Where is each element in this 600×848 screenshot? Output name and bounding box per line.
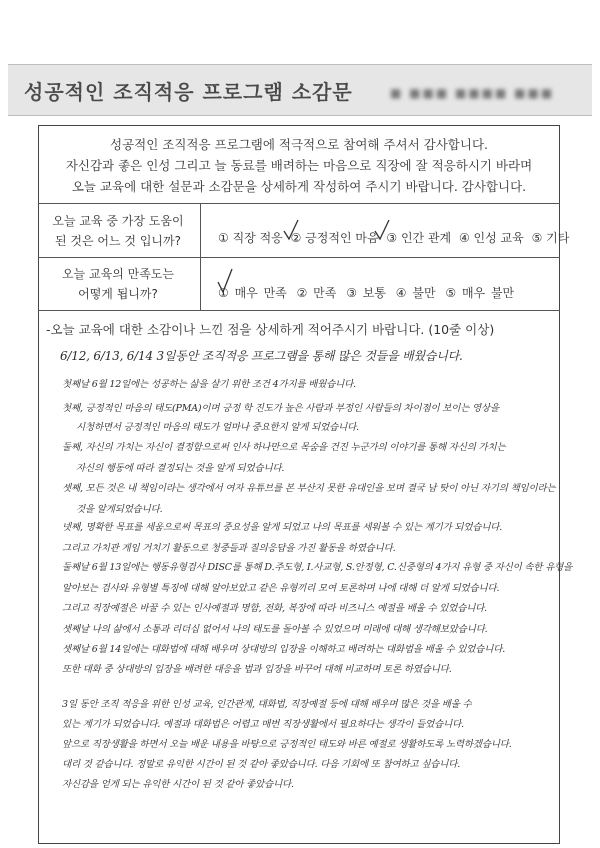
q1-option[interactable]: ⑤ 기타 — [531, 231, 570, 245]
handwritten-line: 또한 대화 중 상대방의 입장을 배려한 대응을 법과 입장을 바꾸어 대해 비교하며 토론 하였습니다. — [62, 664, 452, 675]
essay-instruction: -오늘 교육에 대한 소감이나 느낀 점을 상세하게 적어주시기 바랍니다. (10줄 이상) — [46, 322, 495, 337]
q1-option[interactable]: ④ 인성 교육 — [458, 231, 524, 245]
handwritten-line: 자신의 행동에 따라 결정되는 것을 알게 되었습니다. — [76, 463, 285, 474]
question-1-label — [44, 211, 192, 251]
intro-line: 자신감과 좋은 인성 그리고 늘 동료를 배려하는 마음으로 직장에 잘 적응하시기 바라며 — [65, 158, 533, 173]
intro-line: 성공적인 조직적응 프로그램에 적극적으로 참여해 주셔서 감사합니다. — [110, 137, 488, 152]
q2-option[interactable]: ① 매우 만족 — [218, 286, 287, 300]
handwritten-line: 시청하면서 긍정적인 마음의 태도가 얼마나 중요한지 알게 되었습니다. — [76, 422, 359, 433]
handwritten-line: 첫째, 긍정적인 마음의 태도(PMA)이며 긍정 학 진도가 높은 사람과 부정인 사람들의 차이점이 보이는 영상을 — [62, 403, 499, 414]
column-divider — [200, 203, 201, 310]
handwritten-line: 그리고 가치관 게임 거치기 활동으로 청중들과 질의응답을 가진 활동을 하였습니다. — [62, 543, 396, 554]
checkmark-icon — [216, 268, 234, 294]
intro-line: 오늘 교육에 대한 설문과 소감문을 상세하게 작성하여 주시기 바랍니다. 감사합니다. — [71, 179, 527, 194]
q2-option[interactable]: ④ 불만 — [395, 286, 436, 300]
q2-option[interactable]: ⑤ 매우 불만 — [445, 286, 515, 300]
handwritten-line: 셋째날 6월 14일에는 대화법에 대해 배우며 상대방의 입장을 이해하고 배려하는 대화법을 배울 수 있었습니다. — [62, 644, 506, 655]
document-title: 성공적인 조직적응 프로그램 소감문 — [24, 80, 353, 104]
handwritten-line: 자신감을 얻게 되는 유익한 시간이 된 것 같아 좋았습니다. — [62, 779, 294, 790]
handwritten-line: 첫째날 6월 12일에는 성공하는 삶을 살기 위한 조건 4가지를 배웠습니다. — [62, 379, 356, 390]
handwritten-line: 알아보는 검사와 유형별 특징에 대해 알아보았고 같은 유형끼리 모여 토론하며 나에 대해 더 알게 되었습니다. — [62, 583, 500, 594]
handwritten-line: 셋째, 모든 것은 내 책임이라는 생각에서 여자 유튜브를 본 부산지 못한 유대인을 보며 결국 남 탓이 아닌 자기의 책임이라는 — [62, 483, 556, 494]
question-2-options — [218, 284, 518, 301]
q1-option[interactable]: ① 직장 적응 — [218, 231, 283, 245]
handwritten-line: 그리고 직장예절은 바꿀 수 있는 인사예절과 명함, 전화, 복장에 따라 비즈니스 예절을 배울 수 있었습니다. — [62, 603, 487, 614]
handwritten-line: 셋째날 나의 삶에서 소통과 리더십 없어서 나의 태도를 돌아볼 수 있었으며 미래에 대해 생각해보았습니다. — [62, 624, 488, 635]
handwritten-line: 대리 것 같습니다. 정말로 유익한 시간이 된 것 같아 좋았습니다. 다음 기회에 또 참여하고 싶습니다. — [62, 759, 461, 770]
checkmark-icon — [282, 219, 300, 241]
divider — [38, 310, 560, 311]
intro-text — [38, 134, 560, 197]
handwritten-line: 둘째날 6월 13일에는 행동유형검사 DISC를 통해 D.주도형, I.사교형, S.안정형, C.신중형의 4가지 유형 중 자신이 속한 유형을 — [62, 562, 573, 573]
divider — [38, 203, 560, 204]
question-2-label-line: 오늘 교육의 만족도는 — [62, 267, 174, 281]
q2-option[interactable]: ③ 보통 — [346, 286, 386, 300]
checkmark-icon — [373, 219, 391, 241]
handwritten-date-line: 6/12, 6/13, 6/14 3일동안 조직적응 프로그램을 통해 많은 것들을 배웠습니다. — [60, 349, 463, 363]
question-1-label-line: 오늘 교육 중 가장 도움이 — [52, 214, 184, 228]
handwritten-line: 앞으로 직장생활을 하면서 오늘 배운 내용을 바탕으로 긍정적인 태도와 바른 예절로 생활하도록 노력하겠습니다. — [62, 739, 512, 750]
redacted-name: ■ ■■■ ■■■■ ■■■ — [390, 86, 555, 100]
question-1-label-line: 된 것은 어느 것 입니까? — [55, 234, 181, 248]
handwritten-line: 3일 동안 조직 적응을 위한 인성 교육, 인간관계, 대화법, 직장예절 등에 대해 배우며 많은 것을 배울 수 — [62, 699, 472, 710]
handwritten-line: 있는 계기가 되었습니다. 예절과 대화법은 어렵고 매번 직장생활에서 필요하다는 생각이 들었습니다. — [62, 719, 464, 730]
handwritten-line: 것을 알게되었습니다. — [76, 504, 163, 515]
question-1-options — [218, 229, 573, 246]
handwritten-line: 둘째, 자신의 가치는 자신이 결정함으로써 인사 하나만으로 목숨을 건진 누군가의 이야기를 통해 자신의 가치는 — [62, 442, 506, 453]
question-2-label — [44, 264, 192, 304]
q1-option[interactable]: ② 긍정적인 마음 — [290, 231, 379, 245]
question-2-label-line: 어떻게 됩니까? — [78, 287, 158, 301]
q1-option[interactable]: ③ 인간 관계 — [386, 231, 452, 245]
q2-option[interactable]: ② 만족 — [296, 286, 337, 300]
divider — [38, 257, 560, 258]
handwritten-line: 넷째, 명확한 목표를 세움으로써 목표의 중요성을 알게 되었고 나의 목표를 세워볼 수 있는 계기가 되었습니다. — [62, 522, 503, 533]
